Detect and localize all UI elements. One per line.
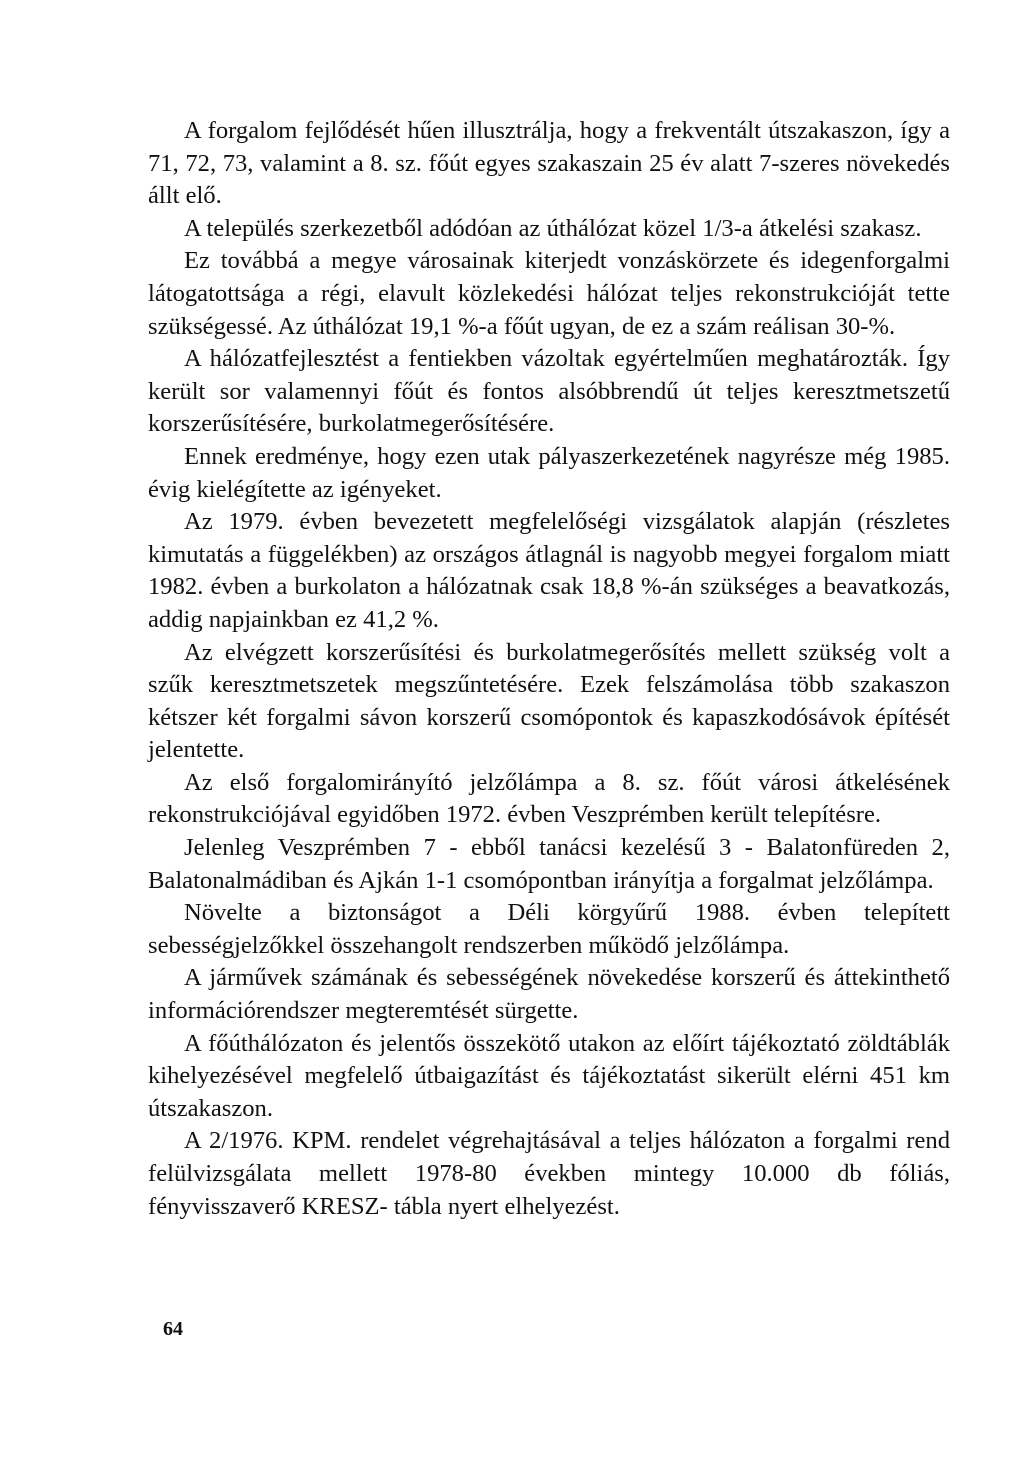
paragraph: A hálózatfejlesztést a fentiekben vázoltak egyértelműen meghatározták. Így került sor valamennyi főút és fontos alsóbbrendű út teljes keresztmetszetű korszerűsítésére, burkolatmegerősítésére. [148, 345, 950, 438]
paragraph: Az elvégzett korszerűsítési és burkolatmegerősítés mellett szükség volt a szűk keresztmetszetek megszűntetésére. Ezek felszámolása több szakaszon kétszer két forgalmi sávon korszerű csomópontok és kapaszkodósávok építését jelentette. [148, 638, 950, 764]
paragraph: A 2/1976. KPM. rendelet végrehajtásával a teljes hálózaton a forgalmi rend felülvizsgálata mellett 1978-80 években mintegy 10.000 db fóliás, fényvisszaverő KRESZ- tábla nyert elhelyezést. [148, 1127, 950, 1220]
paragraph: Ez továbbá a megye városainak kiterjedt vonzáskörzete és idegenforgalmi látogatottsága a régi, elavult közlekedési hálózat teljes rekonstrukcióját tette szükségessé. Az úthálózat 19,1 %-a főút ugyan, de ez a szám reálisan 30-%. [148, 247, 950, 340]
paragraph: A forgalom fejlődését hűen illusztrálja, hogy a frekventált útszakaszon, így a 71, 72, 73, valamint a 8. sz. főút egyes szakaszain 25 év alatt 7-szeres növekedés állt elő. [148, 117, 950, 210]
page-body [148, 115, 950, 1223]
paragraph: Ennek eredménye, hogy ezen utak pályaszerkezetének nagyrésze még 1985. évig kielégítette az igényeket. [148, 442, 950, 503]
paragraph: Jelenleg Veszprémben 7 - ebből tanácsi kezelésű 3 - Balatonfüreden 2, Balatonalmádiban és Ajkán 1-1 csomópontban irányítja a forgalmat jelzőlámpa. [148, 834, 950, 894]
paragraph: Az első forgalomirányító jelzőlámpa a 8. sz. főút városi átkelésének rekonstrukciójával egyidőben 1972. évben Veszprémben került telepítésre. [148, 768, 950, 829]
paragraph: Növelte a biztonságot a Déli körgyűrű 1988. évben telepített sebességjelzőkkel összehangolt rendszerben működő jelzőlámpa. [148, 899, 950, 959]
paragraph: Az 1979. évben bevezetett megfelelőségi vizsgálatok alapján (részletes kimutatás a függelékben) az országos átlagnál is nagyobb megyei forgalom miatt 1982. évben a burkolaton a hálózatnak csak 18,8 %-án szükséges a beavatkozás, addig napjainkban ez 41,2 %. [148, 508, 950, 633]
page-number: 64 [163, 1318, 183, 1340]
paragraph: A járművek számának és sebességének növekedése korszerű és áttekinthető információrendszer megteremtését sürgette. [148, 964, 950, 1025]
paragraph: A főúthálózaton és jelentős összekötő utakon az előírt tájékoztató zöldtáblák kihelyezésével megfelelő útbaigazítást és tájékoztatást sikerült elérni 451 km útszakaszon. [148, 1029, 950, 1122]
paragraph: A település szerkezetből adódóan az úthálózat közel 1/3-a átkelési szakasz. [184, 214, 922, 242]
